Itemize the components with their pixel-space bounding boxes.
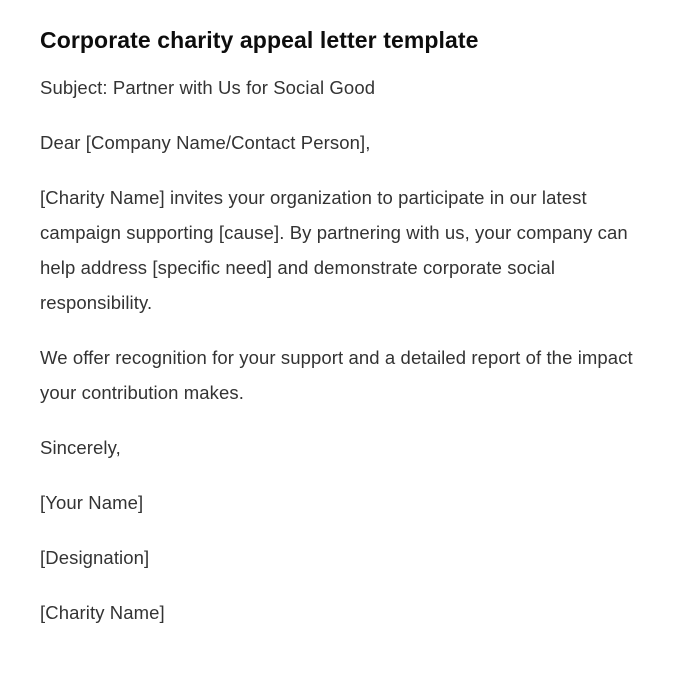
- page-title: Corporate charity appeal letter template: [40, 27, 479, 53]
- closing-line: Sincerely,: [40, 437, 121, 458]
- body-paragraph-recognition: We offer recognition for your support and a detailed report of the impact your contribution makes.: [40, 347, 633, 403]
- signature-your-name: [Your Name]: [40, 492, 144, 513]
- body-paragraph-invitation: [Charity Name] invites your organization to participate in our latest campaign supporting [cause]. By partnering with us, your company can help address [specific need] and demonstrate corporate social responsibility.: [40, 187, 628, 313]
- subject-line: Subject: Partner with Us for Social Good: [40, 77, 376, 98]
- signature-designation: [Designation]: [40, 547, 150, 568]
- signature-charity-name: [Charity Name]: [40, 602, 165, 623]
- salutation-line: Dear [Company Name/Contact Person],: [40, 132, 371, 153]
